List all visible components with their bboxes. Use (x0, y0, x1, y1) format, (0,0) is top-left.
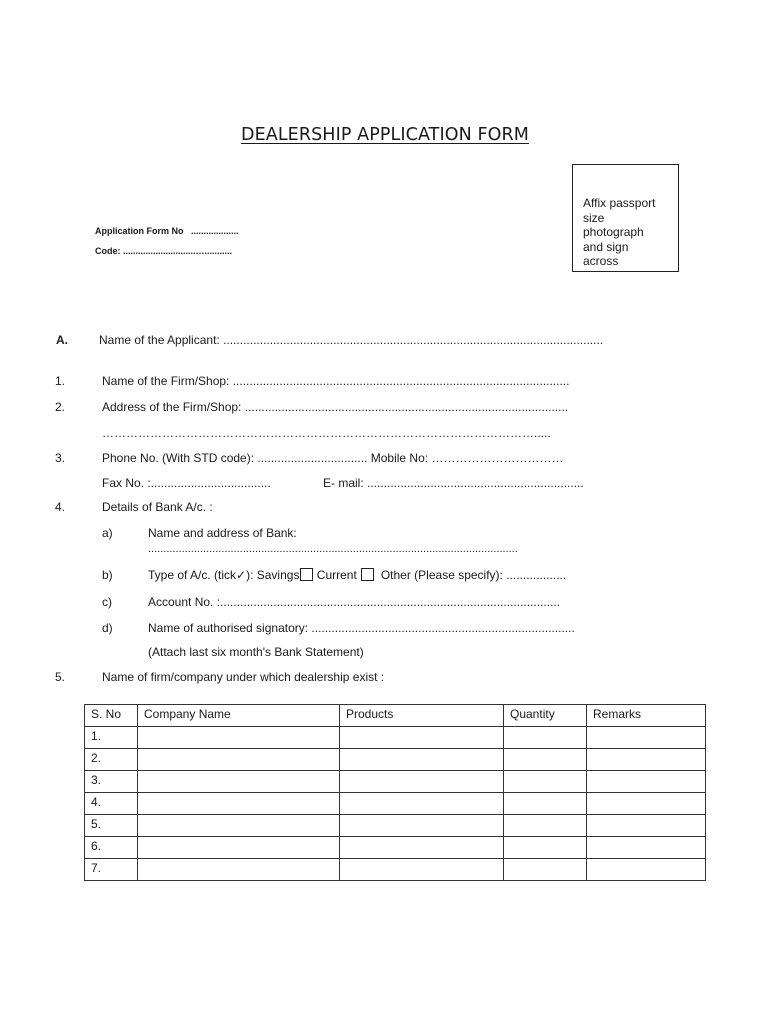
table-cell[interactable] (587, 771, 706, 793)
other-account-type-field[interactable]: Other (Please specify): .................. (380, 568, 567, 582)
table-cell[interactable] (138, 837, 340, 859)
applicant-name-field[interactable]: Name of the Applicant: .................................................................................................................. (99, 333, 604, 347)
table-cell[interactable] (138, 793, 340, 815)
current-label: Current (316, 568, 357, 582)
table-cell[interactable] (504, 793, 587, 815)
table-cell[interactable] (504, 815, 587, 837)
table-cell[interactable] (340, 749, 504, 771)
bank-name-label: Name and address of Bank: (148, 526, 297, 540)
table-cell[interactable] (340, 793, 504, 815)
table-cell[interactable] (587, 749, 706, 771)
table-header-row (85, 705, 706, 727)
table-cell[interactable] (587, 859, 706, 881)
table-cell[interactable] (138, 859, 340, 881)
sub-letter: c) (102, 595, 112, 609)
signatory-field[interactable]: Name of authorised signatory: ............................................................................... (148, 621, 575, 635)
table-row (85, 837, 706, 859)
table-row (85, 815, 706, 837)
attach-note: (Attach last six month's Bank Statement) (148, 645, 364, 659)
table-row (85, 859, 706, 881)
table-cell[interactable] (504, 859, 587, 881)
phone-mobile-field[interactable]: Phone No. (With STD code): ................................. Mobile No: …………………………… (102, 451, 564, 465)
application-form-no (95, 226, 239, 237)
account-number-field[interactable]: Account No. :...................................................................................................... (148, 595, 561, 609)
table-row (85, 727, 706, 749)
item-number: 4. (55, 500, 66, 514)
item-number: 3. (55, 451, 66, 465)
table-row (85, 793, 706, 815)
code-row (95, 246, 232, 257)
row-number: 2. (85, 749, 138, 771)
column-header: Products (340, 705, 504, 727)
code-field[interactable]: .............................…........... (123, 246, 233, 256)
email-field[interactable]: E- mail: ................................................................. (323, 476, 584, 490)
photo-box-line: and sign (583, 239, 629, 254)
sub-letter: a) (102, 526, 113, 540)
item-number: 2. (55, 400, 66, 414)
table-cell[interactable] (340, 837, 504, 859)
table-cell[interactable] (504, 837, 587, 859)
photo-box-line: size (583, 210, 605, 225)
savings-checkbox[interactable] (300, 568, 313, 581)
bank-details-label: Details of Bank A/c. : (102, 500, 213, 514)
current-checkbox[interactable] (361, 568, 374, 581)
photo-box-line: across (583, 254, 619, 268)
sub-letter: b) (102, 568, 113, 582)
table-cell[interactable] (587, 727, 706, 749)
table-cell[interactable] (138, 727, 340, 749)
bank-address-field[interactable]: ......................................................................................................................... (148, 543, 518, 555)
table-row (85, 749, 706, 771)
table-cell[interactable] (138, 771, 340, 793)
table-cell[interactable] (340, 859, 504, 881)
column-header: Quantity (504, 705, 587, 727)
firm-address-continuation[interactable]: ………………………………………………………………………………………………..... (102, 426, 551, 440)
firm-name-field[interactable]: Name of the Firm/Shop: ..................................................................................................... (102, 374, 570, 388)
table-cell[interactable] (587, 837, 706, 859)
photo-box (572, 164, 679, 272)
firms-label: Name of firm/company under which dealership exist : (102, 670, 385, 684)
table-cell[interactable] (340, 727, 504, 749)
savings-label: ): Savings (246, 568, 300, 582)
section-a-marker: A. (56, 333, 68, 347)
table-row (85, 771, 706, 793)
photo-box-line: Affix passport (583, 196, 656, 210)
row-number: 1. (85, 727, 138, 749)
dealership-table (84, 704, 706, 881)
account-type-row (148, 568, 566, 582)
table-cell[interactable] (138, 815, 340, 837)
table-cell[interactable] (340, 815, 504, 837)
column-header: S. No (85, 705, 138, 727)
firm-address-field[interactable]: Address of the Firm/Shop: ................................................................................................. (102, 400, 569, 414)
table-cell[interactable] (504, 727, 587, 749)
table-cell[interactable] (138, 749, 340, 771)
column-header: Company Name (138, 705, 340, 727)
application-form-no-field[interactable]: ................... (191, 226, 239, 236)
form-title: DEALERSHIP APPLICATION FORM (241, 125, 529, 145)
account-type-label: Type of A/c. (tick (148, 568, 237, 582)
column-header: Remarks (587, 705, 706, 727)
fax-field[interactable]: Fax No. :.................................... (102, 476, 271, 490)
item-number: 1. (55, 374, 66, 388)
tick-icon: ✓ (236, 568, 247, 582)
table-cell[interactable] (340, 771, 504, 793)
item-number: 5. (55, 670, 66, 684)
photo-box-line: photograph (583, 225, 644, 239)
table-cell[interactable] (504, 749, 587, 771)
row-number: 4. (85, 793, 138, 815)
table-cell[interactable] (587, 815, 706, 837)
row-number: 3. (85, 771, 138, 793)
code-label: Code: (95, 246, 121, 256)
sub-letter: d) (102, 621, 113, 635)
table-cell[interactable] (587, 793, 706, 815)
application-form-no-label: Application Form No (95, 226, 184, 236)
table-cell[interactable] (504, 771, 587, 793)
row-number: 5. (85, 815, 138, 837)
row-number: 7. (85, 859, 138, 881)
row-number: 6. (85, 837, 138, 859)
